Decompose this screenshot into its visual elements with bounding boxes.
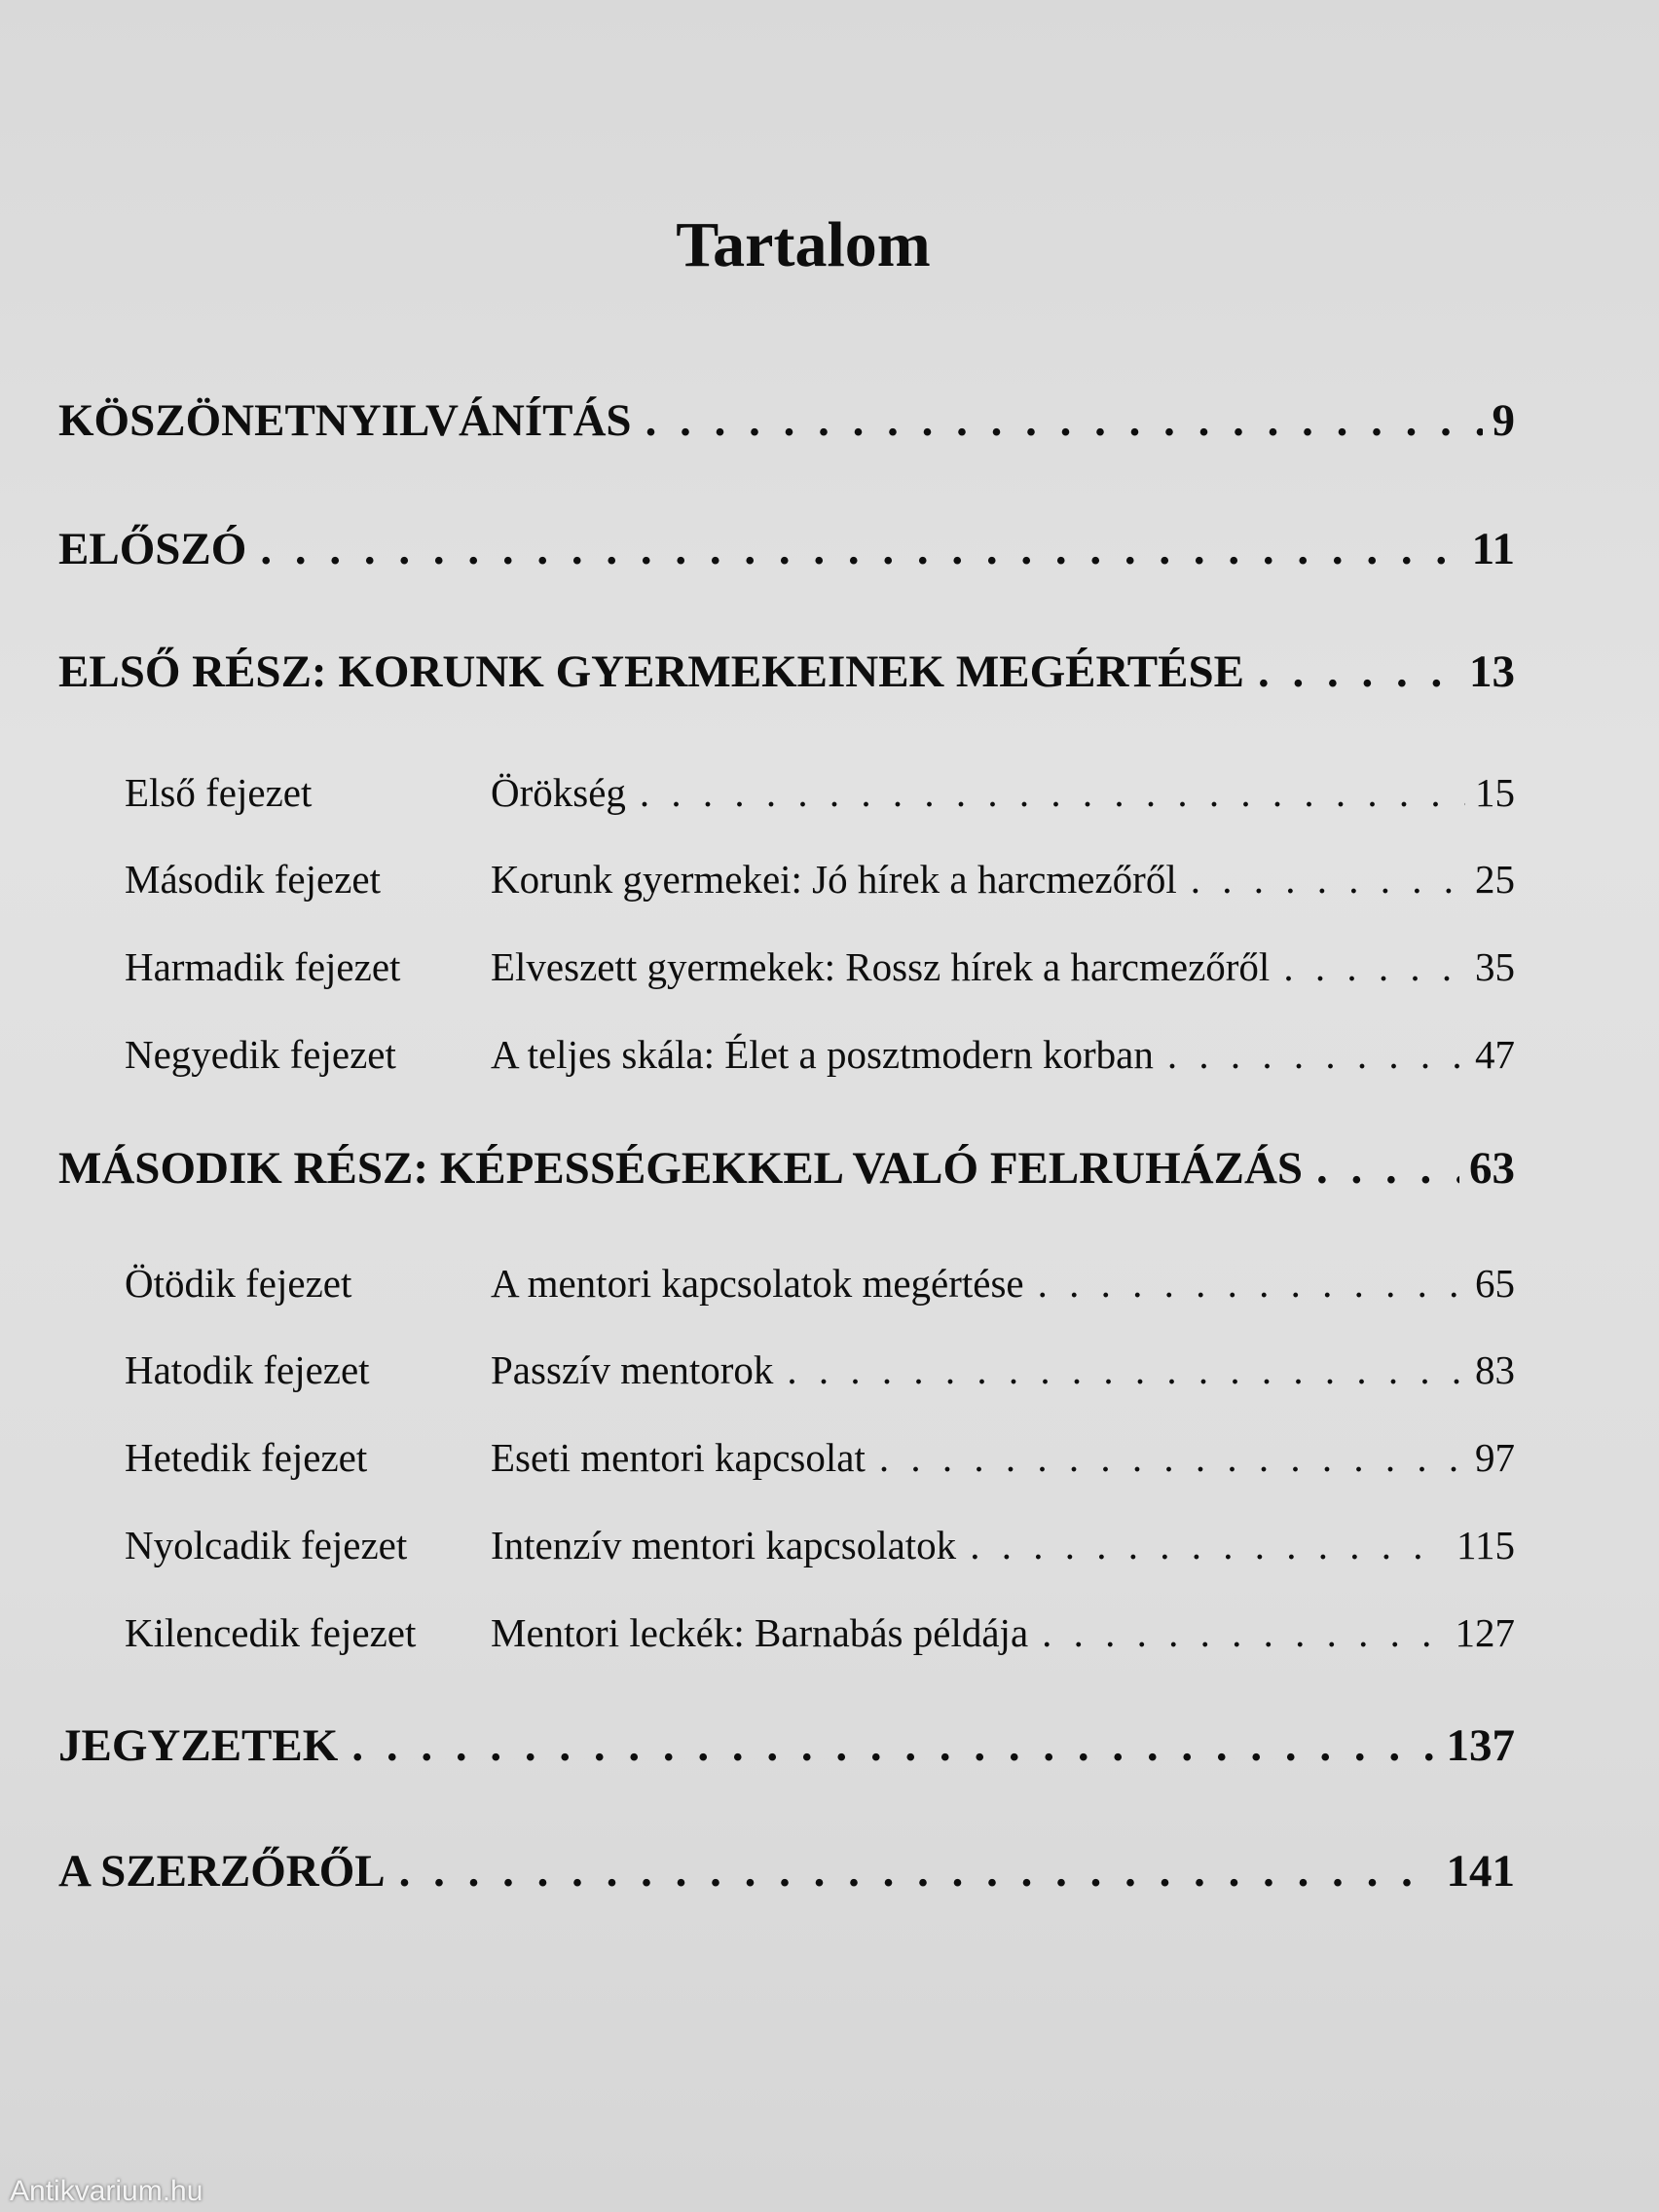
toc-entry-page: 25 — [1475, 857, 1515, 902]
toc-entry-page: 127 — [1455, 1610, 1515, 1655]
toc-entry-notes — [58, 1719, 1515, 1772]
dot-leader — [1258, 645, 1459, 698]
toc-entry-part-two — [58, 1142, 1515, 1195]
chapter-title: Passzív mentorok — [491, 1347, 774, 1392]
chapter-number: Nyolcadik fejezet — [125, 1523, 408, 1567]
chapter-number: Hetedik fejezet — [125, 1435, 368, 1480]
toc-entry-page: 13 — [1469, 646, 1515, 697]
toc-entry-label: JEGYZETEK — [58, 1720, 339, 1771]
chapter-title: Korunk gyermekei: Jó hírek a harcmezőről — [491, 857, 1177, 902]
chapter-title: A mentori kapcsolatok megértése — [491, 1261, 1024, 1306]
toc-chapter-9 — [125, 1609, 1515, 1656]
chapter-title: Elveszett gyermekek: Rossz hírek a harcmezőről — [491, 944, 1271, 989]
dot-leader — [1316, 1142, 1459, 1195]
toc-entry-part-one — [58, 645, 1515, 698]
dot-leader — [1283, 943, 1465, 990]
toc-entry-page: 83 — [1475, 1347, 1515, 1392]
toc-chapter-7 — [125, 1434, 1515, 1481]
toc-entry-label: ELSŐ RÉSZ: KORUNK GYERMEKEINEK MEGÉRTÉSE — [58, 646, 1244, 697]
toc-entry-page: 11 — [1471, 524, 1515, 574]
toc-entry-page: 15 — [1475, 770, 1515, 815]
toc-entry-label: KÖSZÖNETNYILVÁNÍTÁS — [58, 395, 632, 446]
chapter-title: A teljes skála: Élet a posztmodern korban — [491, 1032, 1154, 1077]
dot-leader — [640, 769, 1465, 816]
toc-entry-page: 137 — [1446, 1720, 1515, 1771]
toc-chapter-3 — [125, 943, 1515, 990]
toc-entry-page: 35 — [1475, 944, 1515, 989]
dot-leader — [1191, 856, 1465, 903]
dot-leader — [1042, 1609, 1445, 1656]
toc-entry-label: MÁSODIK RÉSZ: KÉPESSÉGEKKEL VALÓ FELRUHÁZÁS — [58, 1143, 1304, 1194]
toc-entry-foreword — [58, 523, 1515, 575]
toc-chapter-4 — [125, 1031, 1515, 1078]
toc-chapter-2 — [125, 856, 1515, 903]
dot-leader — [1038, 1260, 1465, 1307]
chapter-title: Mentori leckék: Barnabás példája — [491, 1610, 1029, 1655]
toc-chapter-1 — [125, 769, 1515, 816]
toc-entry-acknowledgements — [58, 394, 1515, 447]
chapter-title: Eseti mentori kapcsolat — [491, 1435, 866, 1480]
chapter-number: Ötödik fejezet — [125, 1261, 352, 1306]
dot-leader — [1167, 1031, 1465, 1078]
chapter-number: Első fejezet — [125, 770, 313, 815]
chapter-title: Intenzív mentori kapcsolatok — [491, 1523, 957, 1567]
toc-entry-page: 141 — [1446, 1846, 1515, 1897]
toc-entry-page: 9 — [1492, 395, 1515, 446]
chapter-title: Örökség — [491, 770, 626, 815]
chapter-number: Második fejezet — [125, 857, 381, 902]
toc-entry-page: 65 — [1475, 1261, 1515, 1306]
dot-leader — [260, 523, 1461, 575]
watermark: Antikvarium.hu — [10, 2175, 203, 2207]
toc-entry-page: 47 — [1475, 1032, 1515, 1077]
toc-entry-label: A SZERZŐRŐL — [58, 1846, 386, 1897]
toc-chapter-8 — [125, 1522, 1515, 1568]
dot-leader — [645, 394, 1483, 447]
toc-chapter-5 — [125, 1260, 1515, 1307]
chapter-number: Hatodik fejezet — [125, 1347, 370, 1392]
dot-leader — [879, 1434, 1465, 1481]
chapter-number: Harmadik fejezet — [125, 944, 401, 989]
dot-leader — [351, 1719, 1436, 1772]
toc-chapter-6 — [125, 1346, 1515, 1393]
toc-entry-label: ELŐSZÓ — [58, 524, 247, 574]
dot-leader — [970, 1522, 1447, 1568]
dot-leader — [787, 1346, 1465, 1393]
chapter-number: Negyedik fejezet — [125, 1032, 396, 1077]
page-title: Tartalom — [676, 209, 931, 280]
toc-entry-about-author — [58, 1845, 1515, 1898]
chapter-number: Kilencedik fejezet — [125, 1610, 417, 1655]
dot-leader — [399, 1845, 1437, 1898]
toc-entry-page: 63 — [1469, 1143, 1515, 1194]
toc-entry-page: 115 — [1456, 1523, 1515, 1567]
toc-entry-page: 97 — [1475, 1435, 1515, 1480]
